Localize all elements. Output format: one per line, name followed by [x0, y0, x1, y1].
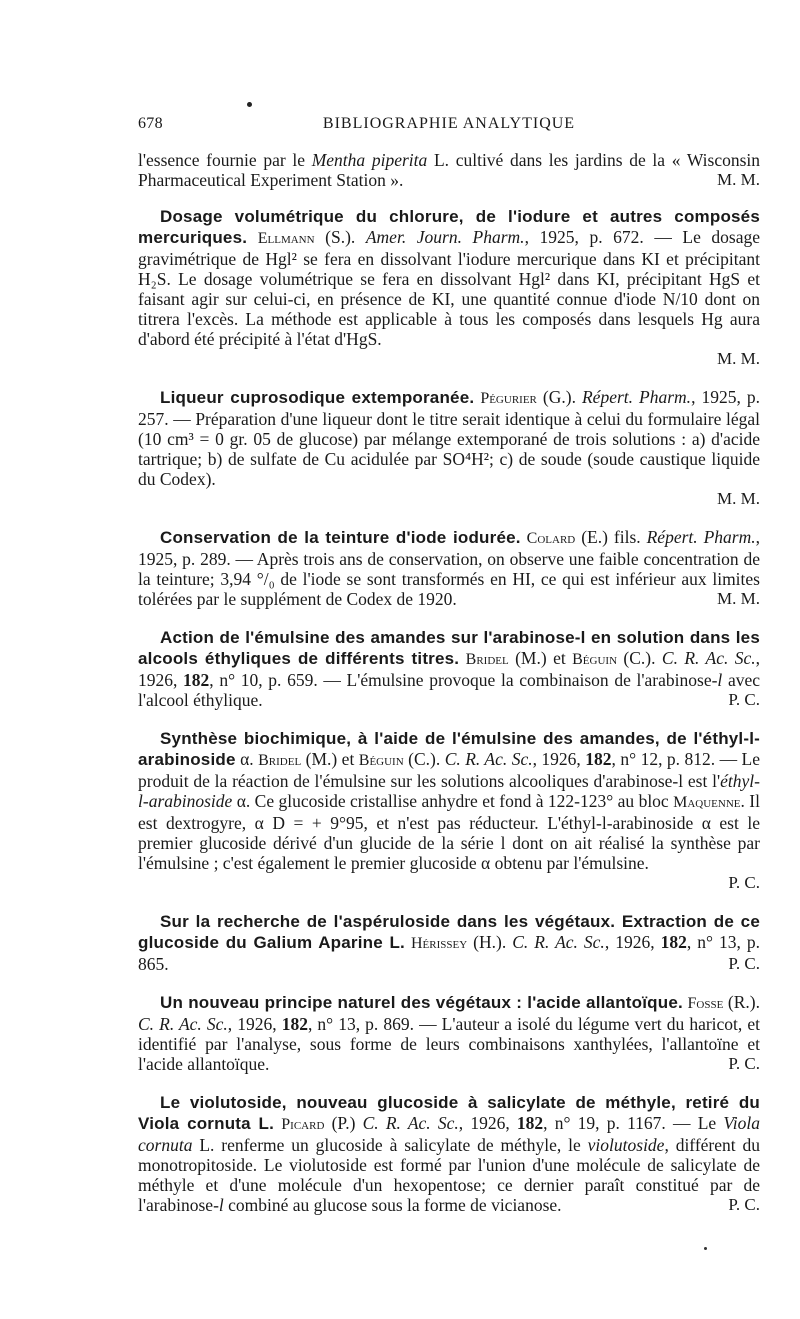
bibliography-entry [138, 911, 760, 974]
signature: P. C. [728, 873, 760, 892]
bibliography-entry [138, 527, 760, 609]
intro-italic: Mentha piperita [311, 150, 428, 170]
journal: Répert. Pharm. [581, 387, 692, 407]
page-header [138, 115, 760, 139]
entry-body: , 1925, p. 257. — Préparation d'une liqueur dont le titre serait identique à celui du formulaire légal (10 cm³ = 0 gr. 05 de glucose) par mélange extemporané de trois solutions : a) d'acide tartrique; b) de sulfate de Cu acidulée par SO⁴H²; c) de soude (soude caustique liquide du Codex). [138, 387, 760, 489]
author: Maquenne [673, 794, 741, 811]
entry-italic: éthyl-l-arabinoside [138, 771, 760, 811]
bibliography-entry [138, 206, 760, 369]
entry-body: , n° 13, p. 869. — L'auteur a isolé du légume vert du haricot, et identifié par l'analyse, sous forme de leurs combinaisons xanthylées, l'allantoïne et l'acide allantoïque. [138, 1014, 760, 1074]
entry-year: , 1926, [532, 749, 586, 769]
journal: C. R. Ac. Sc. [362, 1113, 459, 1133]
author: Hérissey [410, 935, 468, 952]
volume: 182 [281, 1014, 308, 1034]
author: Ellmann [257, 230, 315, 247]
author: Béguin [572, 651, 618, 668]
journal: C. R. Ac. Sc. [512, 932, 605, 952]
signature: P. C. [728, 954, 760, 973]
author-initial: (E.) fils. [575, 527, 647, 547]
signature: M. M. [717, 489, 760, 508]
volume: 182 [585, 749, 612, 769]
journal: Répert. Pharm. [646, 527, 756, 547]
entry-body: , n° 10, p. 659. — L'émulsine provoque la combinaison de l'arabinose- [209, 670, 718, 690]
entry-body: , n° 12, p. 812. — Le produit de la réaction de l'émulsine sur les solutions alcooliques d'arabinose-l est l' [138, 749, 761, 791]
author-initial: (M.) et [301, 749, 359, 769]
entry-year: , 1926, [227, 1014, 282, 1034]
journal: C. R. Ac. Sc. [138, 1014, 228, 1034]
author: Béguin [358, 752, 404, 769]
volume: 182 [660, 932, 687, 952]
bibliography-entry [138, 1092, 760, 1215]
entry-year: , 1926, [138, 648, 760, 690]
entry-italic: Viola cornuta [138, 1113, 760, 1155]
entry-title: Liqueur cuprosodique extemporanée. [160, 388, 475, 407]
author-initial: (C.). [617, 648, 662, 668]
author-initial: (C.). [403, 749, 445, 769]
entry-text [138, 387, 760, 489]
entry-text [138, 728, 760, 873]
entry-year: , 1926, [604, 932, 661, 952]
entry-body: L. renferme un glucoside à salicylate de méthyle, le [192, 1135, 588, 1155]
bibliography-entry [138, 627, 760, 710]
ink-speck [704, 1247, 707, 1250]
entry-italic: l [717, 670, 723, 690]
intro-paragraph [138, 150, 760, 190]
signature: P. C. [728, 690, 760, 709]
entry-title: Action de l'émulsine des amandes sur l'arabinose-l en solution dans les alcools éthyliques de différents titres. [138, 628, 760, 668]
author: Bridel [258, 752, 302, 769]
signature: P. C. [728, 1195, 760, 1214]
author-initial: (S.). [314, 227, 366, 247]
author: Picard [281, 1116, 325, 1133]
entry-body: , 1925, p. 672. — Le dosage gravimétrique de Hgl² se fera en dissolvant l'iodure mercurique dans KI et précipitant H₂S. Le dosage volumétrique se fera en dissolvant Hgl² dans KI, précipitant HgS et faisant agir sur celui-ci, en présence de KI, une quantité connue d'iode N/10 dont on titrera l'excès. La méthode est applicable à tous les composés dans lesquels Hg aura d'abord été précipité à l'état d'HgS. [138, 227, 761, 349]
entry-text [138, 527, 760, 609]
journal: C. R. Ac. Sc. [661, 648, 756, 668]
bibliography-entry [138, 387, 760, 509]
entry-text [138, 911, 760, 974]
entry-body: , différent du monotropitoside. Le violutoside est formé par l'union d'une molécule de salicylate de méthyle et d'une molécule d'un hexopentose; ce dernier paraît constitué par de l'arabinose- [138, 1135, 760, 1215]
entry-body: α. Ce glucoside cristallise anhydre et fond à 122-123° au bloc [232, 791, 674, 811]
signature: P. C. [728, 1054, 760, 1073]
entry-body: , n° 13, p. 865. [138, 932, 761, 974]
entry-text [138, 206, 760, 349]
author-initial: (G.). [536, 387, 582, 407]
entry-body: avec l'alcool éthylique. [138, 670, 761, 710]
ink-speck [247, 102, 252, 107]
intro-text: L. cultivé dans les jardins de la « Wisconsin Pharmaceutical Experiment Station ». [138, 150, 761, 190]
title-alpha: α. [235, 749, 254, 769]
entry-year: , 1926, [458, 1113, 517, 1133]
entry-title: Dosage volumétrique du chlorure, de l'iodure et autres composés mercuriques. [138, 207, 760, 247]
signature: M. M. [717, 170, 760, 189]
entry-text [138, 992, 760, 1074]
entry-title: Conservation de la teinture d'iode iodurée. [160, 528, 521, 547]
signature: M. M. [717, 349, 760, 368]
running-title: BIBLIOGRAPHIE ANALYTIQUE [322, 115, 576, 132]
entry-text [138, 627, 760, 710]
volume: 182 [183, 670, 210, 690]
author: Colard [526, 530, 576, 547]
journal: C. R. Ac. Sc. [444, 749, 533, 769]
entry-body: combiné au glucose sous la forme de vicianose. [223, 1195, 562, 1215]
entry-italic: violutoside [587, 1135, 665, 1155]
author: Fosse [687, 995, 724, 1012]
page-number: 678 [138, 115, 163, 132]
author-initial: (R.). [723, 992, 761, 1012]
author: Bridel [465, 651, 509, 668]
author-initial: (H.). [467, 932, 513, 952]
entry-italic: l [218, 1195, 224, 1215]
entry-body: . Il est dextrogyre, α D = + 9°95, et n'est pas réducteur. L'éthyl-l-arabinoside α est le premier glucoside dérivé d'un glucide de la série l dont on ait réalisé la synthèse par l'émulsine ; c'est également le premier glucoside α obtenu par l'émulsine. [138, 791, 760, 873]
bibliography-entry [138, 992, 760, 1074]
author-initial: (P.) [324, 1113, 363, 1133]
entry-title: Un nouveau principe naturel des végétaux : l'acide allantoïque. [160, 993, 683, 1012]
entry-body: , 1925, p. 289. — Après trois ans de conservation, on observe une faible concentration de la teinture; 3,94 °/₀ de l'iode se sont transformés en HI, ce qui est inférieur aux limites tolérées par le supplément de Codex de 1920. [138, 527, 760, 609]
signature: M. M. [717, 589, 760, 608]
entry-title: Sur la recherche de l'aspéruloside dans les végétaux. Extraction de ce glucoside du Galium Aparine L. [138, 912, 760, 952]
text-column [138, 150, 760, 1233]
intro-text: l'essence fournie par le [138, 150, 312, 170]
entry-text [138, 1092, 760, 1215]
author: Pégurier [480, 390, 537, 407]
entry-title: Synthèse biochimique, à l'aide de l'émulsine des amandes, de l'éthyl-l-arabinoside [138, 729, 760, 769]
journal: Amer. Journ. Pharm. [365, 227, 525, 247]
entry-title: Le violutoside, nouveau glucoside à salicylate de méthyle, retiré du Viola cornuta L. [138, 1093, 760, 1133]
bibliography-entry [138, 728, 760, 893]
entry-body: , n° 19, p. 1167. — Le [543, 1113, 724, 1133]
author-initial: (M.) et [508, 648, 573, 668]
volume: 182 [516, 1113, 544, 1133]
